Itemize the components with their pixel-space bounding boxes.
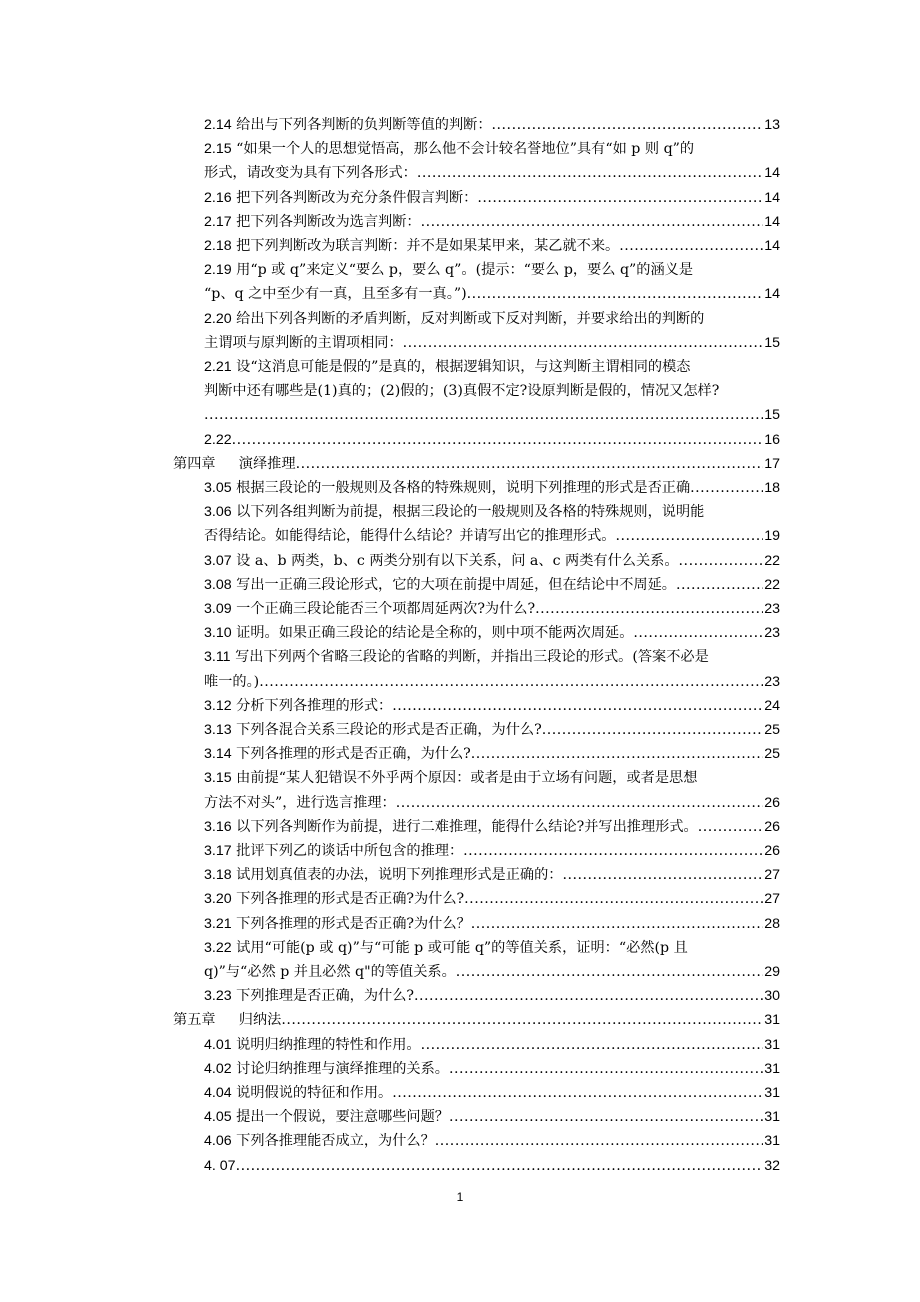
toc-dot-leader (562, 863, 763, 887)
toc-dot-leader (471, 912, 763, 936)
toc-entry-number: 3.08 (204, 576, 232, 593)
toc-entry[interactable] (204, 621, 780, 645)
toc-dot-leader (449, 1057, 763, 1081)
toc-entry[interactable] (204, 645, 780, 693)
toc-entry-title: 下列各推理的形式是否正确?为什么？ (236, 915, 471, 932)
toc-dot-leader (403, 331, 764, 355)
toc-entry-title: 下列各混合关系三段论的形式是否正确，为什么? (236, 722, 542, 738)
toc-entry-title: 判断中还有哪些是(1)真的；(2)假的；(3)真假不定?设原判断是假的，情况又怎样? (204, 383, 720, 400)
toc-entry-title: 归纳法 (238, 1012, 282, 1029)
toc-entry-title: 用“p 或 q”来定义“要么 p，要么 q”。(提示：“要么 p，要么 q”的涵义是 (236, 262, 694, 279)
toc-entry-number: 3.10 (204, 625, 232, 642)
toc-entry[interactable] (204, 1129, 780, 1153)
toc-entry-number: 第四章 (173, 455, 216, 472)
toc-entry-title: 由前提“某人犯错误不外乎两个原因：或者是由于立场有问题，或者是思想 (236, 770, 698, 787)
toc-dot-leader (392, 694, 763, 718)
toc-page-number: 22 (764, 552, 780, 569)
toc-entry[interactable] (204, 718, 780, 742)
toc-entry-title: 唯一的。) (204, 673, 260, 690)
toc-entry-title: 下列推理是否正确，为什么? (236, 988, 414, 1005)
toc-page-number: 23 (764, 673, 780, 690)
toc-entry-title: 根据三段论的一般规则及各格的特殊规则，说明下列推理的形式是否正确 (236, 480, 691, 496)
toc-page-number: 15 (764, 407, 780, 424)
toc-entry[interactable] (204, 549, 780, 573)
toc-entry-title: 设 a、b 两类，b、c 两类分别有以下关系，问 a、c 两类有什么关系。 (236, 552, 679, 569)
toc-dot-leader (698, 815, 763, 839)
toc-dot-leader (296, 452, 764, 476)
toc-entry-number: 3.16 (204, 818, 232, 835)
toc-entry-number: 3.13 (204, 722, 232, 738)
toc-entry-title: 演绎推理 (238, 455, 296, 472)
toc-entry-number: 2.17 (204, 213, 232, 230)
toc-entry[interactable] (204, 1033, 780, 1057)
toc-chapter[interactable] (173, 1008, 780, 1032)
toc-page-number: 24 (764, 697, 780, 714)
toc-entry[interactable] (204, 137, 780, 185)
toc-page-number: 26 (764, 818, 780, 835)
toc-entry-title: 设“这消息可能是假的”是真的，根据逻辑知识，与这判断主谓相同的模态 (236, 359, 691, 375)
toc-chapter[interactable] (173, 452, 780, 476)
toc-page-number: 31 (764, 1036, 780, 1053)
toc-entry[interactable] (204, 113, 780, 137)
toc-entry-number: 3.11 (204, 649, 231, 666)
toc-entry-number: 3.15 (204, 770, 232, 787)
toc-page-number: 18 (764, 480, 780, 496)
toc-page-number: 13 (764, 117, 780, 133)
toc-dot-leader (396, 791, 764, 815)
toc-page-number: 25 (764, 746, 780, 763)
toc-entry[interactable] (204, 428, 780, 452)
toc-entry-number: 2.19 (204, 262, 232, 279)
toc-dot-leader (633, 621, 763, 645)
toc-entry-title: 以下列各判断作为前提，进行二难推理，能得什么结论?并写出推理形式。 (236, 818, 698, 835)
toc-page-number: 16 (764, 431, 780, 448)
toc-entry[interactable] (204, 476, 780, 500)
toc-dot-leader (492, 113, 764, 137)
toc-entry-number: 3.09 (204, 601, 232, 617)
toc-entry[interactable] (204, 597, 780, 621)
toc-dot-leader (467, 282, 764, 306)
toc-entry-title: 证明。如果正确三段论的结论是全称的，则中项不能两次周延。 (236, 625, 634, 642)
toc-entry[interactable] (204, 1081, 780, 1105)
toc-entry-number: 3.20 (204, 891, 232, 908)
toc-entry-title: 分析下列各推理的形式： (236, 697, 393, 714)
toc-dot-leader (392, 1081, 763, 1105)
toc-page-number: 23 (764, 625, 780, 642)
toc-entry-title: 写出一正确三段论形式，它的大项在前提中周延，但在结论中不周延。 (236, 576, 676, 593)
toc-entry-number: 2.21 (204, 359, 232, 375)
toc-entry[interactable] (204, 210, 780, 234)
page-number: 1 (456, 1190, 464, 1204)
toc-entry-title: “p、q 之中至少有一真，且至多有一真。”) (204, 286, 467, 303)
toc-page-number: 19 (764, 528, 780, 545)
toc-page-number: 23 (764, 601, 780, 617)
toc-entry-title: 一个正确三段论能否三个项都周延两次?为什么? (236, 601, 536, 617)
toc-page-number: 31 (764, 1060, 780, 1077)
toc-entry[interactable] (204, 742, 780, 766)
toc-entry-number: 3.07 (204, 552, 232, 569)
toc-entry[interactable] (204, 234, 780, 258)
toc-dot-leader (414, 984, 763, 1008)
toc-entry[interactable] (204, 694, 780, 718)
toc-entry[interactable] (204, 984, 780, 1008)
toc-entry-title: 形式，请改变为具有下列各形式： (204, 165, 417, 182)
toc-dot-leader (449, 1105, 763, 1129)
toc-dot-leader (619, 234, 763, 258)
toc-entry[interactable] (204, 1154, 780, 1178)
toc-entry-number: 2.22 (204, 431, 232, 448)
toc-entry-number: 2.20 (204, 310, 232, 327)
toc-dot-leader (477, 186, 763, 210)
toc-dot-leader (542, 718, 764, 742)
toc-page-number: 17 (764, 455, 780, 472)
toc-entry-number: 3.06 (204, 504, 232, 521)
toc-entry-title: 下列各推理能否成立，为什么？ (236, 1133, 435, 1150)
toc-dot-leader (421, 210, 764, 234)
toc-page-number: 31 (764, 1133, 780, 1150)
toc-dot-leader (690, 476, 763, 500)
toc-page-number: 30 (764, 988, 780, 1005)
toc-entry-number: 4.05 (204, 1109, 232, 1126)
toc-entry-title: 给出下列各判断的矛盾判断，反对判断或下反对判断，并要求给出的判断的 (236, 310, 705, 327)
toc-dot-leader (417, 161, 763, 185)
toc-dot-leader (456, 960, 763, 984)
toc-entry[interactable] (204, 912, 780, 936)
toc-entry-number: 4.01 (204, 1036, 232, 1053)
toc-page-number: 31 (764, 1109, 780, 1126)
toc-entry[interactable] (204, 307, 780, 355)
toc-dot-leader (464, 887, 763, 911)
toc-entry-title: 把下列判断改为联言判断：并不是如果某甲来，某乙就不来。 (236, 238, 620, 254)
toc-entry[interactable] (204, 887, 780, 911)
toc-entry-number: 4.02 (204, 1060, 232, 1077)
toc-entry-number: 4. 07 (204, 1157, 236, 1174)
toc-dot-leader (471, 742, 763, 766)
toc-entry[interactable] (204, 936, 780, 984)
toc-page-number: 14 (764, 286, 780, 303)
toc-entry-number: 3.12 (204, 697, 232, 714)
toc-page-number: 14 (764, 165, 780, 182)
toc-entry[interactable] (204, 1057, 780, 1081)
toc-page-number: 26 (764, 843, 780, 859)
toc-entry-number: 3.17 (204, 843, 232, 859)
toc-dot-leader (259, 670, 763, 694)
toc-entry-title: 试用“可能(p 或 q)”与“可能 p 或可能 q”的等值关系，证明：“必然(p 且 (236, 939, 688, 956)
toc-entry-title: “如果一个人的思想觉悟高，那么他不会计较名誉地位”具有“如 p 则 q”的 (236, 141, 695, 158)
toc-entry-number: 第五章 (173, 1012, 216, 1029)
toc-entry[interactable] (204, 355, 780, 428)
toc-entry[interactable] (204, 815, 780, 839)
toc-entry-number: 2.18 (204, 238, 232, 254)
toc-entry-title: 方法不对头”，进行选言推理： (204, 794, 396, 811)
toc-dot-leader (204, 403, 763, 427)
toc-dot-leader (281, 1008, 763, 1032)
toc-entry-title: 把下列各判断改为充分条件假言判断： (236, 189, 478, 206)
toc-entry-title: 下列各推理的形式是否正确?为什么? (236, 891, 465, 908)
toc-entry-title: 否得结论。如能得结论，能得什么结论？并请写出它的推理形式。 (204, 528, 616, 545)
toc-page-number: 32 (764, 1157, 780, 1174)
toc-page-number: 29 (764, 963, 780, 980)
toc-page-number: 26 (764, 794, 780, 811)
toc-dot-leader (421, 1033, 764, 1057)
toc-page-number: 27 (764, 867, 780, 884)
toc-page-number: 14 (764, 213, 780, 230)
toc-entry[interactable] (204, 500, 780, 548)
toc-entry-title: 主谓项与原判断的主谓项相同： (204, 334, 403, 351)
toc-dot-leader (676, 573, 763, 597)
toc-entry-title: 提出一个假说，要注意哪些问题？ (236, 1109, 449, 1126)
toc-entry-title: 批评下列乙的谈话中所包含的推理： (236, 843, 464, 859)
toc-entry-number: 4.04 (204, 1085, 232, 1101)
toc-dot-leader (232, 428, 764, 452)
toc-entry-title: 下列各推理的形式是否正确，为什么? (236, 746, 471, 763)
toc-entry[interactable] (204, 186, 780, 210)
toc-entry-number: 4.06 (204, 1133, 232, 1150)
toc-entry-number: 3.18 (204, 867, 232, 884)
toc-page-number: 15 (764, 334, 780, 351)
toc-page-number: 31 (764, 1012, 780, 1029)
toc-page-number: 22 (764, 576, 780, 593)
toc-dot-leader (435, 1129, 763, 1153)
toc-entry-title: 说明假说的特征和作用。 (236, 1085, 393, 1101)
toc-page-number: 31 (764, 1085, 780, 1101)
toc-dot-leader (615, 524, 763, 548)
toc-entry-title: 把下列各判断改为选言判断： (236, 213, 421, 230)
toc-entry[interactable] (204, 766, 780, 814)
toc-entry[interactable] (204, 258, 780, 306)
toc-page-number: 25 (764, 722, 780, 738)
toc-page-number: 27 (764, 891, 780, 908)
toc-dot-leader (535, 597, 763, 621)
toc-dot-leader (463, 839, 763, 863)
toc-entry[interactable] (204, 863, 780, 887)
toc-dot-leader (236, 1154, 764, 1178)
toc-dot-leader (679, 549, 764, 573)
toc-entry-number: 3.23 (204, 988, 232, 1005)
toc-entry-title: 写出下列两个省略三段论的省略的判断，并指出三段论的形式。(答案不必是 (235, 649, 709, 666)
toc-entry-number: 3.05 (204, 480, 232, 496)
toc-entry[interactable] (204, 573, 780, 597)
toc-entry-title: 给出与下列各判断的负判断等值的判断： (236, 117, 492, 133)
toc-entry-number: 2.16 (204, 189, 232, 206)
toc-entry[interactable] (204, 1105, 780, 1129)
toc-entry-number: 2.14 (204, 117, 232, 133)
toc-entry-title: 说明归纳推理的特性和作用。 (236, 1036, 421, 1053)
toc-entry-number: 3.14 (204, 746, 232, 763)
toc-page-number: 14 (764, 189, 780, 206)
toc-entry-number: 3.21 (204, 915, 232, 932)
toc-entry-title: 以下列各组判断为前提，根据三段论的一般规则及各格的特殊规则，说明能 (236, 504, 705, 521)
toc-entry[interactable] (204, 839, 780, 863)
toc-entry-title: 试用划真值表的办法，说明下列推理形式是正确的： (236, 867, 563, 884)
toc-page-number: 14 (764, 238, 780, 254)
toc-entry-number: 2.15 (204, 141, 232, 158)
toc-page-number: 28 (764, 915, 780, 932)
toc-entry-number: 3.22 (204, 939, 232, 956)
toc-entry-title: 讨论归纳推理与演绎推理的关系。 (236, 1060, 449, 1077)
toc-entry-title: q)”与“必然 p 并且必然 q"的等值关系。 (204, 963, 456, 980)
